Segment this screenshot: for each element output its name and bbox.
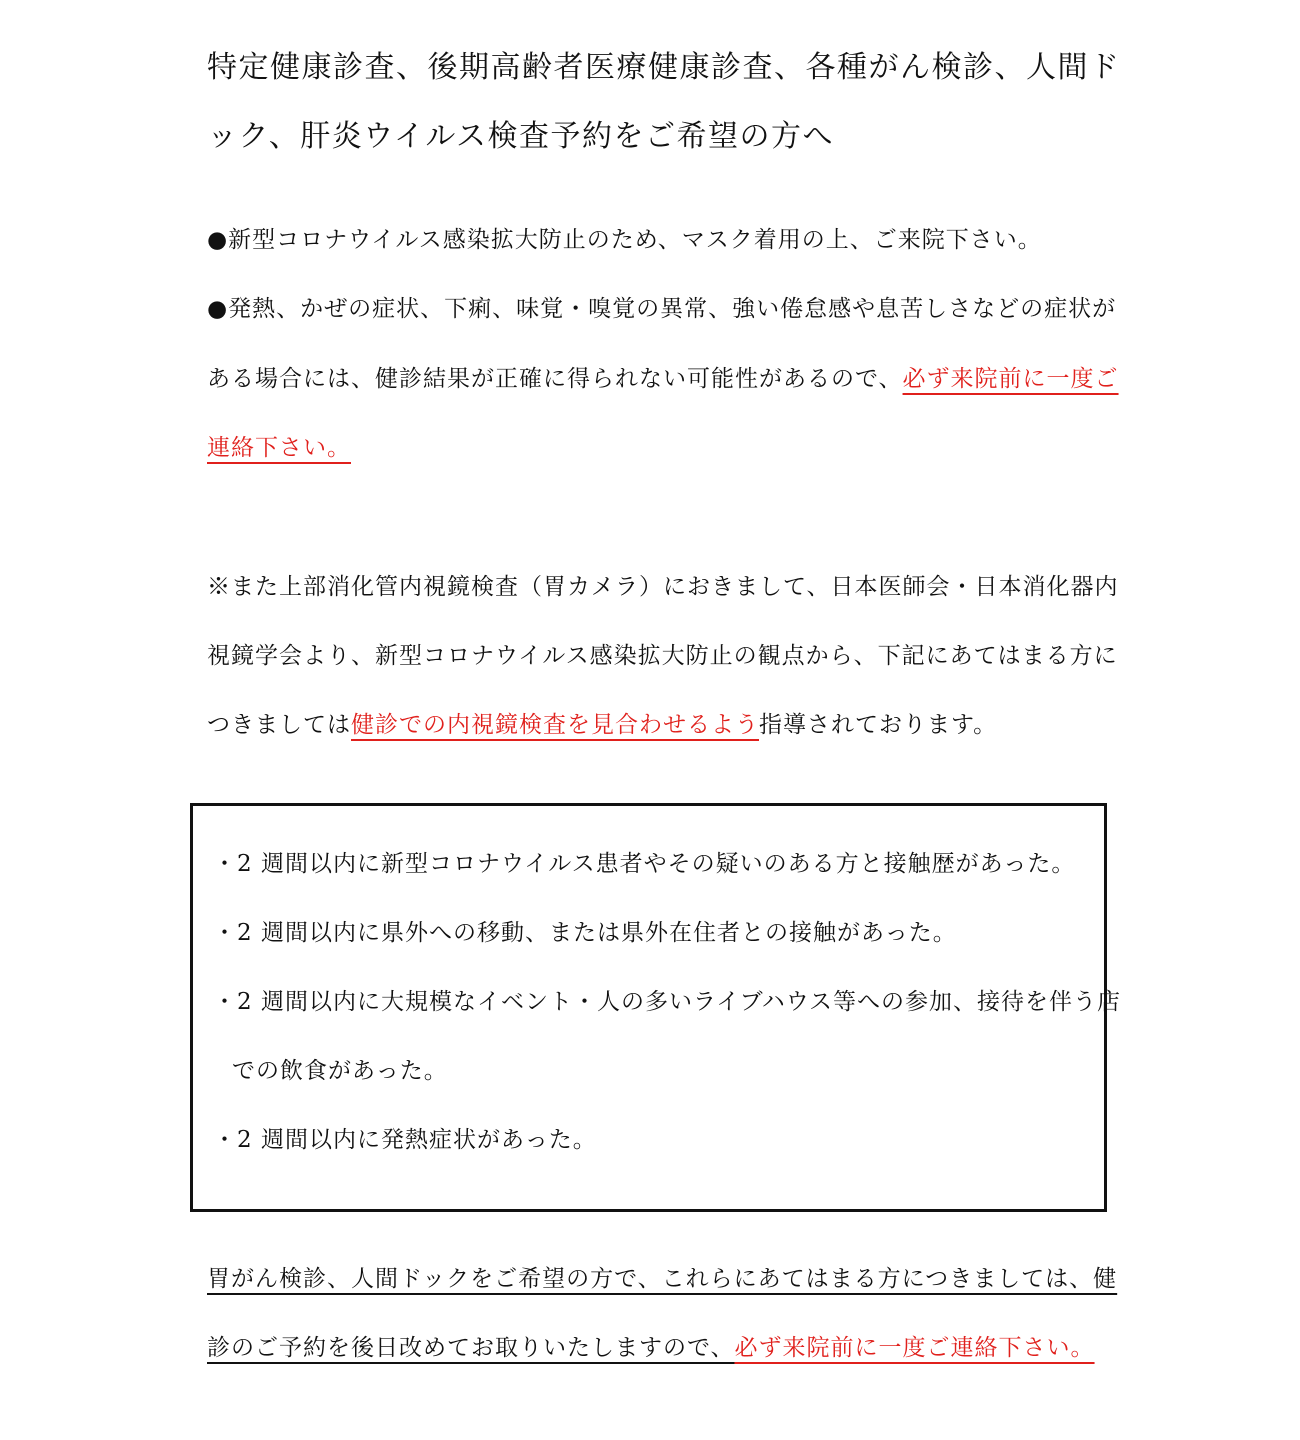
notice-symptoms-line-3: [207, 432, 351, 464]
condition-item-3: ・2 週間以内に大規模なイベント・人の多いライブハウス等への参加、接待を伴う店: [213, 989, 1122, 1015]
notice-symptoms-text: ある場合には、健診結果が正確に得られない可能性があるので、: [207, 366, 903, 392]
closing-warning-red: 必ず来院前に一度ご連絡下さい。: [734, 1335, 1095, 1361]
contact-warning-red: 必ず来院前に一度ご: [902, 366, 1119, 392]
condition-item-4: ・2 週間以内に発熱症状があった。: [213, 1127, 597, 1153]
endoscopy-notice-line-1: ※また上部消化管内視鏡検査（胃カメラ）におきまして、日本医師会・日本消化器内: [207, 574, 1119, 600]
endoscopy-text-start: つきましては: [207, 712, 351, 738]
endoscopy-warning-red: 健診での内視鏡検査を見合わせるよう: [351, 712, 759, 738]
condition-item-2: ・2 週間以内に県外への移動、または県外在住者との接触があった。: [213, 920, 957, 946]
closing-text-2: 診のご予約を後日改めてお取りいたしますので、: [207, 1335, 735, 1361]
endoscopy-notice-line-2: 視鏡学会より、新型コロナウイルス感染拡大防止の観点から、下記にあてはまる方に: [207, 643, 1118, 669]
closing-line-2: [207, 1332, 1095, 1364]
closing-text-1: 胃がん検診、人間ドックをご希望の方で、これらにあてはまる方につきましては、健: [207, 1266, 1118, 1292]
closing-line-1: [207, 1263, 1117, 1295]
conditions-box: [190, 803, 1122, 1212]
page-title-line-2: ック、肝炎ウイルス検査予約をご希望の方へ: [207, 119, 834, 154]
contact-warning-red-cont: 連絡下さい。: [207, 435, 351, 461]
condition-item-1: ・2 週間以内に新型コロナウイルス患者やその疑いのある方と接触歴があった。: [213, 851, 1076, 877]
endoscopy-notice-line-3: [207, 709, 997, 741]
endoscopy-text-end: 指導されております。: [759, 712, 998, 738]
notice-symptoms-line-2: [207, 363, 1119, 395]
notice-symptoms-line-1: ●発熱、かぜの症状、下痢、味覚・嗅覚の異常、強い倦怠感や息苦しさなどの症状が: [207, 296, 1117, 322]
condition-item-3-cont: での飲食があった。: [232, 1058, 448, 1084]
page-title-line-1: 特定健康診査、後期高齢者医療健康診査、各種がん検診、人間ド: [207, 50, 1121, 85]
notice-mask: ●新型コロナウイルス感染拡大防止のため、マスク着用の上、ご来院下さい。: [207, 227, 1042, 253]
